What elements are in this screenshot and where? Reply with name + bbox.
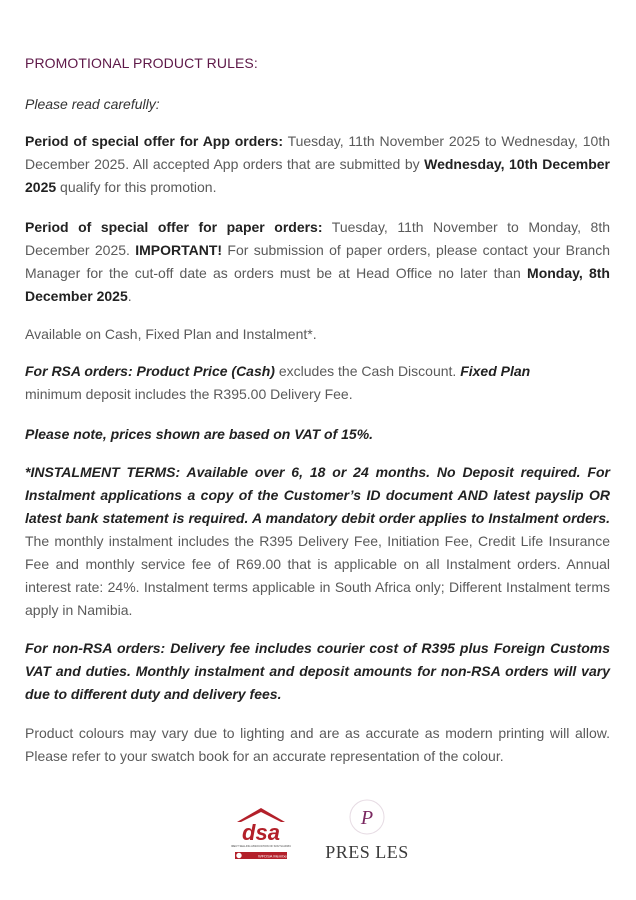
rsa-fixed-plan: Fixed Plan (460, 363, 531, 379)
paper-orders-text-3: . (127, 288, 132, 304)
presles-logo (322, 798, 412, 868)
dsa-logo-mark: dsa (242, 820, 280, 845)
app-orders-label: Period of special offer for App orders: (25, 133, 283, 149)
rsa-orders-paragraph (25, 360, 565, 406)
instalment-terms-text: The monthly instalment includes the R395 Delivery Fee, Initiation Fee, Credit Life Insurance Fee and monthly service fee of R69.00 that is applicable on all Instalment orders. Annual interest rate: 24%. Instalment terms applicable in South Africa only; Different Instalment terms apply in Namibia. (25, 533, 610, 618)
rsa-orders-text-1: excludes the Cash Discount. (274, 363, 461, 379)
app-orders-text-2: qualify for this promotion. (56, 179, 217, 195)
rsa-orders-label: For RSA orders: Product Price (Cash) (25, 363, 275, 379)
app-orders-paragraph (25, 130, 610, 199)
app-orders-text-1: Tuesday, 11th November 2025 to Wednesday, 10th December 2025. All accepted App orders that are submitted by (25, 133, 611, 172)
rsa-orders-text-2: minimum deposit includes the R395.00 Delivery Fee. (25, 386, 353, 402)
instalment-terms-paragraph (25, 461, 610, 622)
paper-orders-text-2: For submission of paper orders, please contact your Branch Manager for the cut-off date as orders must be at Head Office no later than (25, 242, 610, 281)
non-rsa-orders-paragraph: For non-RSA orders: Delivery fee includes courier cost of R395 plus Foreign Customs VAT and duties. Monthly instalment and deposit amounts for non-RSA orders will vary due to different duty and delivery fees. (25, 640, 610, 702)
intro-text: Please read carefully: (25, 96, 160, 112)
paper-orders-deadline: Monday, 8th December 2025 (25, 265, 610, 304)
vat-note: Please note, prices shown are based on VAT of 15%. (25, 426, 374, 442)
available-text: Available on Cash, Fixed Plan and Instalment*. (25, 326, 317, 342)
app-orders-deadline: Wednesday, 10th December 2025 (25, 156, 610, 195)
colours-note: Product colours may vary due to lighting and are as accurate as modern printing will allow. Please refer to your swatch book for an accurate representation of the colour. (25, 725, 610, 764)
presles-monogram-icon: P (360, 807, 374, 829)
paper-orders-paragraph (25, 216, 610, 308)
instalment-terms-bold: *INSTALMENT TERMS: Available over 6, 18 or 24 months. No Deposit required. For Instalment applications a copy of the Customer’s ID document AND latest payslip OR latest bank statement is required. A mandatory debit order applies to Instalment orders. (25, 464, 610, 526)
footer-logos (0, 798, 636, 878)
page-title: PROMOTIONAL PRODUCT RULES: (25, 55, 258, 71)
dsa-logo (231, 804, 291, 864)
paper-orders-label: Period of special offer for paper orders: (25, 219, 323, 235)
dsa-logo-caption: DIRECT SELLING ASSOCIATION OF SOUTH AFRICA (231, 845, 291, 848)
paper-orders-text-1: Tuesday, 11th November to Monday, 8th December 2025. (25, 219, 610, 258)
dsa-logo-badge: WFDSA Member (257, 853, 289, 859)
presles-brand-name: PRES LES (325, 842, 409, 862)
paper-orders-important: IMPORTANT! (135, 242, 223, 258)
